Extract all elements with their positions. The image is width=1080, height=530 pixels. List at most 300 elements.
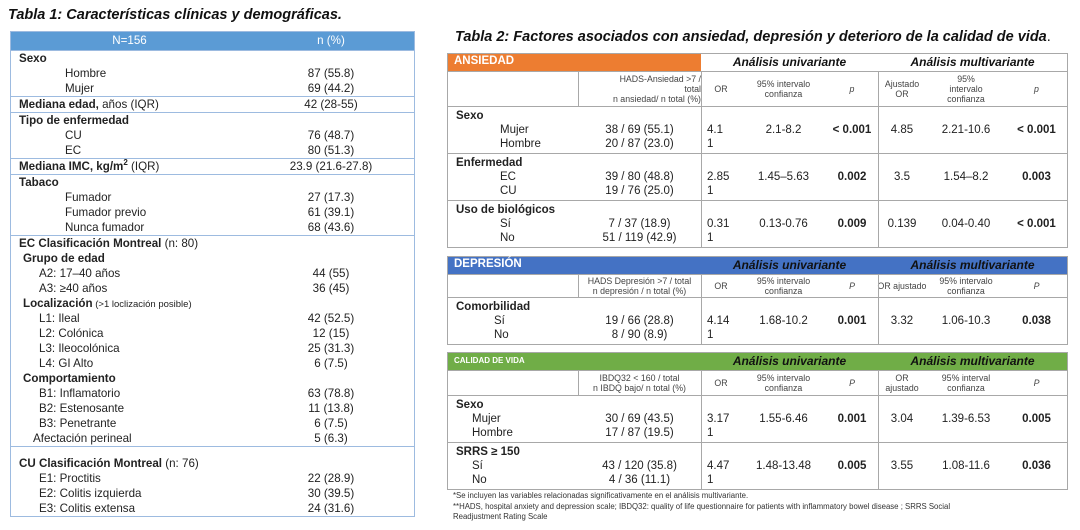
subheader-or-adj-line: ajustado bbox=[885, 383, 919, 393]
row-or: 3.17 bbox=[707, 413, 730, 425]
row-p-adj: < 0.001 bbox=[1017, 218, 1056, 230]
subheader-ci bbox=[741, 371, 826, 395]
row-label-suffix: (>1 loclización posible) bbox=[92, 299, 192, 310]
table1-row bbox=[11, 113, 414, 128]
univariate-title: Análisis univariante bbox=[732, 55, 847, 69]
column-divider bbox=[878, 154, 879, 200]
table1-row bbox=[11, 190, 414, 205]
subheader-ci-adj bbox=[926, 371, 1006, 395]
data-row bbox=[448, 459, 1067, 473]
subheader-ci-adj-line: intervalo bbox=[949, 84, 983, 94]
row-p: 0.009 bbox=[837, 218, 867, 230]
table1-row bbox=[11, 251, 414, 266]
row-label-sup: 2 bbox=[123, 158, 128, 168]
row-value: 36 (45) bbox=[312, 282, 350, 295]
subheader-or-adj-line: OR bbox=[895, 373, 909, 383]
table1-row bbox=[11, 456, 414, 471]
data-row bbox=[448, 123, 1067, 137]
row-or: 4.1 bbox=[707, 124, 723, 136]
row-ci-adj: 1.08-11.6 bbox=[942, 460, 990, 472]
row-label bbox=[19, 175, 59, 190]
row-label-text: EC bbox=[65, 144, 82, 157]
subheader-or-adj-line: OR ajustado bbox=[877, 281, 927, 291]
table-depresion bbox=[447, 256, 1068, 345]
row-label-suffix: (n: 76) bbox=[162, 457, 199, 470]
section-header-depresion bbox=[448, 257, 1067, 274]
row-ci-adj: 1.06-10.3 bbox=[941, 315, 991, 327]
group-label: SRRS ≥ 150 bbox=[456, 446, 520, 458]
subheader-p: P bbox=[849, 281, 855, 291]
row-label-text: Comportamiento bbox=[23, 372, 116, 385]
row-value: 87 (55.8) bbox=[307, 67, 355, 80]
multivariate-title: Análisis multivariante bbox=[910, 55, 1035, 69]
row-or: 1 bbox=[707, 232, 714, 244]
table1-group bbox=[11, 112, 414, 158]
footnotes bbox=[453, 491, 1073, 523]
row-value: 69 (44.2) bbox=[307, 82, 355, 95]
row-label bbox=[39, 266, 120, 281]
table1-group bbox=[11, 446, 414, 516]
row-or-adj: 3.5 bbox=[894, 171, 910, 183]
row-label-text: CU Clasificación Montreal bbox=[19, 457, 163, 470]
row-label-text: L1: Ileal bbox=[39, 312, 80, 325]
row-label bbox=[39, 326, 103, 341]
group-label: Enfermedad bbox=[456, 157, 523, 169]
footnote-3: Readjustment Rating Scale bbox=[453, 512, 548, 521]
footnote-2: **HADS, hospital anxiety and depression scale; IBDQ32: quality of life questionnaire for patients with inflammatory bowel disease ; SRRS Social bbox=[453, 501, 951, 511]
row-label-text: Mediana edad, bbox=[19, 98, 99, 111]
subheader-count bbox=[578, 275, 701, 297]
group-label-row bbox=[448, 300, 1067, 314]
subheader-or: OR bbox=[714, 378, 728, 388]
row-value: 44 (55) bbox=[312, 267, 350, 280]
group-ansiedad bbox=[448, 200, 1067, 247]
subheader-count-line: n ansiedad/ n total (%) bbox=[612, 94, 701, 104]
subheader-count-line: IBDQ32 < 160 / total bbox=[599, 373, 680, 383]
subheader-p-adj: P bbox=[1033, 281, 1040, 291]
subheader-ci-adj-line: confianza bbox=[947, 286, 985, 296]
section-name-text: CALIDAD DE VIDA bbox=[454, 356, 525, 365]
data-row bbox=[448, 137, 1067, 151]
row-value: 80 (51.3) bbox=[307, 144, 355, 157]
row-count: 8 / 90 (8.9) bbox=[611, 329, 668, 341]
row-label bbox=[65, 66, 106, 81]
row-or-adj: 3.32 bbox=[890, 315, 914, 327]
row-p-adj: 0.005 bbox=[1022, 413, 1051, 425]
row-or-adj: 4.85 bbox=[890, 124, 914, 136]
table1-row bbox=[11, 66, 414, 81]
group-calidad bbox=[448, 442, 1067, 489]
row-label-text: L3: Ileocolónica bbox=[39, 342, 120, 355]
row-or-adj: 3.04 bbox=[890, 413, 914, 425]
table1-group bbox=[11, 96, 414, 112]
subheader-p: P bbox=[849, 378, 855, 388]
group-label: Uso de biológicos bbox=[456, 204, 556, 216]
univariate-title: Análisis univariante bbox=[732, 258, 847, 272]
row-ci: 1.48-13.48 bbox=[756, 460, 811, 472]
row-label: No bbox=[494, 329, 509, 341]
table1-row bbox=[11, 220, 414, 235]
column-divider bbox=[701, 154, 702, 200]
group-label: Comorbilidad bbox=[456, 301, 531, 313]
row-count: 38 / 69 (55.1) bbox=[605, 124, 674, 136]
row-p-adj: < 0.001 bbox=[1017, 124, 1056, 136]
header-n156: N=156 bbox=[112, 34, 147, 47]
column-divider bbox=[878, 371, 879, 395]
row-count: 43 / 120 (35.8) bbox=[602, 460, 677, 472]
data-row bbox=[448, 231, 1067, 245]
table1-row bbox=[11, 143, 414, 158]
group-depresion bbox=[448, 297, 1067, 344]
column-divider bbox=[578, 72, 579, 106]
subheader-ci-adj bbox=[926, 72, 1006, 106]
table1-group bbox=[11, 50, 414, 96]
row-p-adj: 0.038 bbox=[1022, 315, 1051, 327]
row-count: 19 / 76 (25.0) bbox=[605, 185, 674, 197]
row-label-text: Grupo de edad bbox=[23, 252, 105, 265]
row-p: < 0.001 bbox=[832, 124, 872, 136]
subheader-ci-line: 95% intervalo bbox=[756, 373, 811, 383]
row-label-text: Tabaco bbox=[19, 176, 59, 189]
row-ci: 1.55-6.46 bbox=[759, 413, 808, 425]
column-divider bbox=[701, 371, 702, 395]
data-row bbox=[448, 426, 1067, 440]
row-label-text: Fumador bbox=[65, 191, 112, 204]
row-label-text: E1: Proctitis bbox=[39, 472, 101, 485]
column-divider bbox=[701, 72, 702, 106]
table1-row bbox=[11, 371, 414, 386]
row-value: 76 (48.7) bbox=[307, 129, 355, 142]
column-divider bbox=[701, 107, 702, 153]
table1-row bbox=[11, 401, 414, 416]
row-value: 63 (78.8) bbox=[307, 387, 355, 400]
row-label: Sí bbox=[472, 460, 483, 472]
table-calidad-de-vida bbox=[447, 352, 1068, 490]
row-label-text: Fumador previo bbox=[65, 206, 147, 219]
subheader-ci-adj-line: 95% intervalo bbox=[939, 276, 993, 286]
row-or: 0.31 bbox=[707, 218, 730, 230]
column-divider bbox=[878, 443, 879, 489]
row-label bbox=[39, 386, 120, 401]
row-label bbox=[39, 356, 93, 371]
row-count: 51 / 119 (42.9) bbox=[602, 232, 677, 244]
subheader-p-adj: p bbox=[1034, 84, 1039, 94]
table1-row bbox=[11, 431, 414, 446]
row-value: 24 (31.6) bbox=[307, 502, 355, 515]
row-count: 20 / 87 (23.0) bbox=[605, 138, 674, 150]
data-row bbox=[448, 170, 1067, 184]
row-label bbox=[19, 113, 129, 128]
row-or: 4.47 bbox=[707, 460, 730, 472]
row-label bbox=[39, 416, 116, 431]
row-or: 4.14 bbox=[707, 315, 730, 327]
column-divider bbox=[878, 298, 879, 344]
row-or: 1 bbox=[707, 474, 714, 486]
row-label bbox=[65, 128, 82, 143]
univariate-title: Análisis univariante bbox=[732, 354, 847, 368]
row-label bbox=[23, 251, 105, 266]
row-label bbox=[65, 205, 146, 220]
column-divider bbox=[701, 443, 702, 489]
subheader-count bbox=[578, 72, 701, 106]
row-label-text: E3: Colitis extensa bbox=[39, 502, 136, 515]
group-label-row bbox=[448, 445, 1067, 459]
row-label bbox=[33, 431, 132, 446]
row-value: 6 (7.5) bbox=[314, 417, 348, 430]
row-or: 1 bbox=[707, 185, 714, 197]
row-label bbox=[39, 311, 80, 326]
column-divider bbox=[878, 201, 879, 247]
row-ci: 1.45–5.63 bbox=[757, 171, 810, 183]
row-label-text: A3: ≥40 años bbox=[39, 282, 108, 295]
row-label-suffix: años (IQR) bbox=[98, 98, 159, 111]
row-label bbox=[39, 501, 135, 516]
row-count: 17 / 87 (19.5) bbox=[605, 427, 674, 439]
table1-row bbox=[11, 51, 414, 66]
column-divider bbox=[878, 396, 879, 442]
column-divider bbox=[578, 275, 579, 297]
multivariate-title: Análisis multivariante bbox=[910, 354, 1035, 368]
subheader-or: OR bbox=[714, 281, 728, 291]
multivariate-title: Análisis multivariante bbox=[910, 258, 1035, 272]
row-label: Sí bbox=[500, 218, 511, 230]
subheader-p-adj: P bbox=[1033, 378, 1040, 388]
row-label-text: E2: Colitis izquierda bbox=[39, 487, 142, 500]
row-label: No bbox=[472, 474, 487, 486]
row-label bbox=[39, 341, 120, 356]
subheader-ci-adj bbox=[926, 275, 1006, 297]
table1-row bbox=[11, 486, 414, 501]
data-row bbox=[448, 473, 1067, 487]
row-label-text: B1: Inflamatorio bbox=[39, 387, 121, 400]
row-label-suffix: (n: 80) bbox=[161, 237, 199, 250]
row-label: Sí bbox=[494, 315, 505, 327]
group-label: Sexo bbox=[456, 110, 484, 122]
table1-row bbox=[11, 205, 414, 220]
row-ci-adj: 1.39-6.53 bbox=[941, 413, 991, 425]
row-label-text: Nunca fumador bbox=[65, 221, 145, 234]
row-value: 25 (31.3) bbox=[307, 342, 355, 355]
row-value: 68 (43.6) bbox=[307, 221, 355, 234]
row-ci-adj: 1.54–8.2 bbox=[943, 171, 989, 183]
row-p: 0.001 bbox=[837, 315, 867, 327]
row-label bbox=[19, 51, 47, 66]
row-label-text: Mujer bbox=[65, 82, 94, 95]
row-label bbox=[23, 296, 192, 312]
subheader-ci-line: confianza bbox=[764, 286, 803, 296]
footnote-1: *Se incluyen las variables relacionadas significativamente en el análisis multivariante. bbox=[453, 491, 749, 500]
column-divider bbox=[878, 72, 879, 106]
subheader-ci-line: confianza bbox=[764, 89, 803, 99]
row-label-text: L2: Colónica bbox=[39, 327, 104, 340]
row-label-text: B2: Estenosante bbox=[39, 402, 125, 415]
data-row bbox=[448, 328, 1067, 342]
row-label-text: Afectación perineal bbox=[33, 432, 132, 445]
row-value: 42 (52.5) bbox=[307, 312, 355, 325]
row-label bbox=[19, 236, 198, 251]
table-ansiedad bbox=[447, 53, 1068, 248]
section-name-text: ANSIEDAD bbox=[454, 55, 515, 67]
table1-title: Tabla 1: Características clínicas y demográficas. bbox=[8, 7, 342, 23]
row-or-adj: 0.139 bbox=[887, 218, 917, 230]
subheader-ci-line: 95% intervalo bbox=[756, 79, 811, 89]
column-divider bbox=[701, 201, 702, 247]
subheader-or-adj bbox=[878, 371, 926, 395]
section-name-ansiedad bbox=[448, 54, 701, 71]
row-label-text: Tipo de enfermedad bbox=[19, 114, 129, 127]
column-divider bbox=[578, 371, 579, 395]
table1 bbox=[10, 31, 415, 517]
data-row bbox=[448, 184, 1067, 198]
table1-row bbox=[11, 81, 414, 96]
table1-row bbox=[11, 471, 414, 486]
section-header-calidad bbox=[448, 353, 1067, 370]
table2-title bbox=[455, 29, 1051, 45]
subheader-depresion bbox=[448, 274, 1067, 297]
table1-row bbox=[11, 159, 414, 174]
table1-group bbox=[11, 235, 414, 446]
row-label: Hombre bbox=[472, 427, 513, 439]
data-row bbox=[448, 412, 1067, 426]
group-label-row bbox=[448, 109, 1067, 123]
row-label bbox=[39, 486, 141, 501]
row-value: 42 (28-55) bbox=[304, 98, 358, 111]
subheader-ci-adj-line: confianza bbox=[947, 383, 985, 393]
data-row bbox=[448, 217, 1067, 231]
subheader-or-adj bbox=[878, 72, 926, 106]
row-label-text: B3: Penetrante bbox=[39, 417, 117, 430]
row-value: 30 (39.5) bbox=[307, 487, 355, 500]
row-ci-adj: 0.04-0.40 bbox=[941, 218, 991, 230]
row-label-text: EC Clasificación Montreal bbox=[19, 237, 162, 250]
row-count: 30 / 69 (43.5) bbox=[605, 413, 674, 425]
table2-title-end: . bbox=[1046, 29, 1051, 45]
subheader-or-adj-line: OR bbox=[895, 89, 909, 99]
column-divider bbox=[701, 396, 702, 442]
header-n-percent: n (%) bbox=[317, 34, 345, 47]
subheader-count-line: n depresión / n total (%) bbox=[592, 286, 687, 296]
group-ansiedad bbox=[448, 153, 1067, 200]
table1-row bbox=[11, 175, 414, 190]
row-ci-adj: 2.21-10.6 bbox=[941, 124, 991, 136]
row-label bbox=[39, 471, 101, 486]
subheader-ci-adj-line: 95% bbox=[957, 74, 975, 84]
row-ci: 1.68-10.2 bbox=[759, 315, 808, 327]
column-divider bbox=[878, 107, 879, 153]
table1-row bbox=[11, 97, 414, 112]
row-label-text: Localización bbox=[23, 297, 93, 310]
subheader-or-adj bbox=[878, 275, 926, 297]
table1-row bbox=[11, 128, 414, 143]
row-count: 19 / 66 (28.8) bbox=[605, 315, 674, 327]
row-count: 4 / 36 (11.1) bbox=[608, 474, 671, 486]
row-label: Hombre bbox=[500, 138, 541, 150]
row-p: 0.005 bbox=[837, 460, 867, 472]
table1-row bbox=[11, 281, 414, 296]
subheader-count-line: n IBDQ bajo/ n total (%) bbox=[593, 383, 686, 393]
row-or: 1 bbox=[707, 427, 714, 439]
row-label: Mujer bbox=[472, 413, 501, 425]
subheader-or-adj-line: Ajustado bbox=[884, 79, 920, 89]
row-label bbox=[19, 97, 159, 112]
row-or: 2.85 bbox=[707, 171, 730, 183]
row-label bbox=[65, 143, 81, 158]
row-p-adj: 0.036 bbox=[1022, 460, 1051, 472]
row-label bbox=[39, 281, 107, 296]
row-label-text: Hombre bbox=[65, 67, 107, 80]
subheader-ci-adj-line: confianza bbox=[947, 94, 985, 104]
row-label-suffix: (IQR) bbox=[127, 160, 160, 173]
table2-title-text: Tabla 2: Factores asociados con ansiedad, depresión y deterioro de la calidad de vida bbox=[455, 29, 1047, 45]
row-label bbox=[65, 81, 94, 96]
row-ci: 2.1-8.2 bbox=[765, 124, 802, 136]
row-p: 0.002 bbox=[837, 171, 867, 183]
table1-header bbox=[11, 32, 414, 50]
column-divider bbox=[701, 275, 702, 297]
group-calidad bbox=[448, 395, 1067, 442]
group-label-row bbox=[448, 156, 1067, 170]
group-ansiedad bbox=[448, 106, 1067, 153]
table1-group bbox=[11, 174, 414, 235]
subheader-count-line: total bbox=[684, 84, 701, 94]
section-name-depresion bbox=[448, 257, 701, 274]
row-or-adj: 3.55 bbox=[890, 460, 914, 472]
subheader-count-line: HADS Depresión >7 / total bbox=[587, 276, 692, 286]
row-label: CU bbox=[500, 185, 517, 197]
table1-row bbox=[11, 326, 414, 341]
row-label bbox=[19, 456, 199, 471]
group-label-row bbox=[448, 203, 1067, 217]
table1-row bbox=[11, 266, 414, 281]
section-header-ansiedad bbox=[448, 54, 1067, 71]
row-value: 6 (7.5) bbox=[314, 357, 348, 370]
row-ci: 0.13-0.76 bbox=[759, 218, 808, 230]
column-divider bbox=[701, 298, 702, 344]
row-p: 0.001 bbox=[837, 413, 867, 425]
table1-row bbox=[11, 236, 414, 251]
row-value: 22 (28.9) bbox=[307, 472, 355, 485]
subheader-count-line: HADS-Ansiedad >7 / bbox=[619, 74, 701, 84]
subheader-p: p bbox=[849, 84, 855, 94]
row-count: 7 / 37 (18.9) bbox=[608, 218, 671, 230]
row-value: 5 (6.3) bbox=[314, 432, 348, 445]
subheader-ci-line: 95% intervalo bbox=[756, 276, 811, 286]
data-row bbox=[448, 314, 1067, 328]
subheader-or: OR bbox=[714, 84, 728, 94]
row-label bbox=[65, 190, 111, 205]
row-label: EC bbox=[500, 171, 516, 183]
row-label: No bbox=[500, 232, 515, 244]
row-label: Mujer bbox=[500, 124, 529, 136]
table1-row bbox=[11, 356, 414, 371]
section-name-text: DEPRESIÓN bbox=[454, 258, 522, 270]
subheader-count bbox=[578, 371, 701, 395]
table1-row bbox=[11, 341, 414, 356]
row-value: 27 (17.3) bbox=[307, 191, 355, 204]
row-label-text: A2: 17–40 años bbox=[39, 267, 121, 280]
row-or: 1 bbox=[707, 138, 714, 150]
row-label bbox=[19, 159, 159, 174]
row-label bbox=[23, 371, 116, 386]
table1-row bbox=[11, 296, 414, 311]
table1-row bbox=[11, 501, 414, 516]
column-divider bbox=[878, 275, 879, 297]
table1-row bbox=[11, 416, 414, 431]
row-label bbox=[39, 401, 124, 416]
row-label-text: Mediana IMC, kg/m bbox=[19, 160, 124, 173]
row-label-text: CU bbox=[65, 129, 82, 142]
table1-row bbox=[11, 386, 414, 401]
